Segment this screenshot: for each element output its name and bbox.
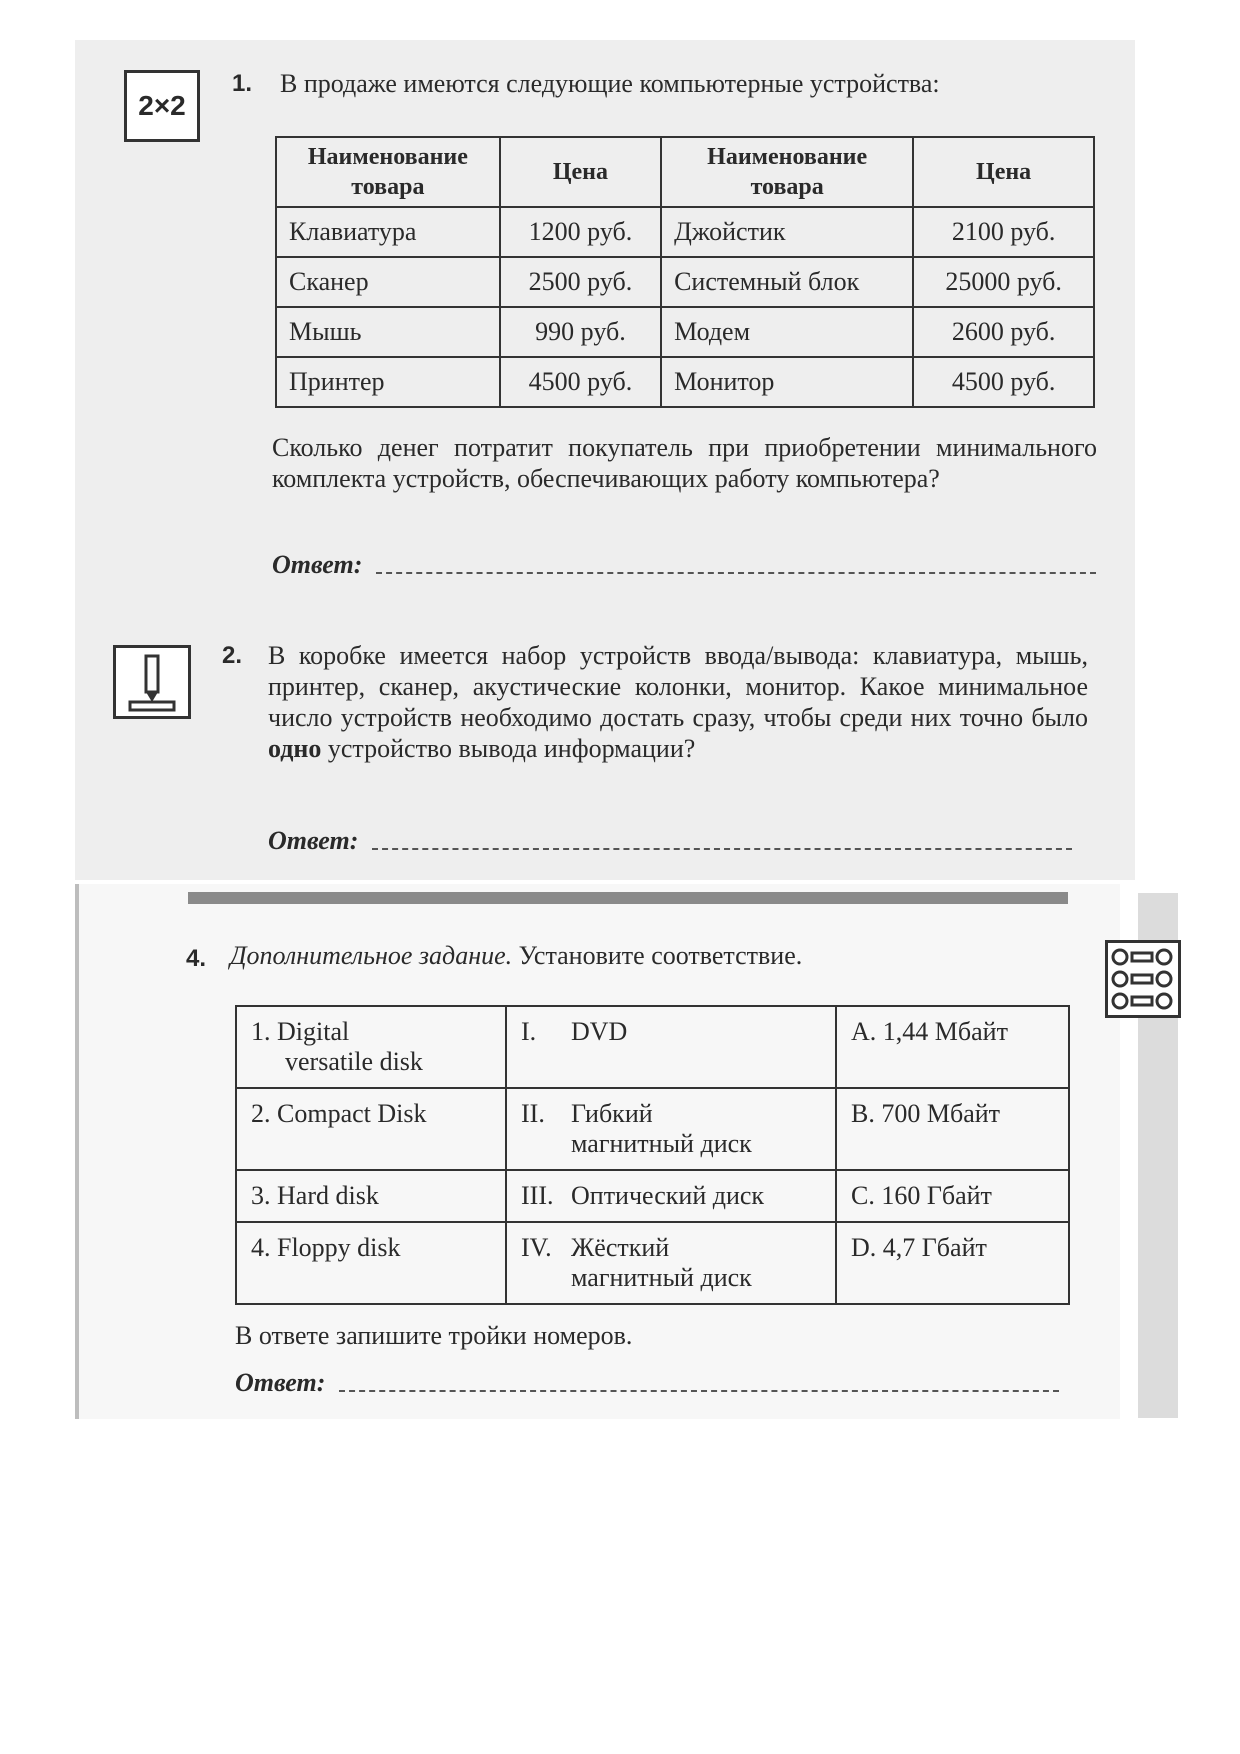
pencil-icon-graphic	[116, 648, 188, 716]
q2-question	[268, 640, 1088, 764]
q2-question-text: В коробке имеется набор устройств ввода/вывода: клавиатура, мышь, принтер, сканер, акустические колонки, монитор. Какое минимальное число устройств необходимо достать сразу, чтобы среди них точно было	[268, 641, 1088, 732]
type-name: Гибкий	[571, 1099, 653, 1128]
table-row	[276, 207, 1094, 257]
item-price: 25000 руб.	[913, 257, 1094, 307]
type-number: I.	[521, 1017, 537, 1046]
media-name-cont: versatile disk	[285, 1047, 423, 1076]
matching-icon	[1105, 940, 1181, 1018]
capacity-cell: D. 4,7 Гбайт	[836, 1222, 1069, 1304]
matching-table	[235, 1005, 1070, 1305]
item-price: 2600 руб.	[913, 307, 1094, 357]
q4-number: 4.	[186, 945, 207, 972]
q4-answer-field[interactable]	[235, 1368, 1059, 1398]
q1-intro: В продаже имеются следующие компьютерные устройства:	[280, 69, 940, 98]
item-name: Мышь	[276, 307, 500, 357]
matching-icon-graphic	[1108, 943, 1178, 1015]
table-row	[236, 1222, 1069, 1304]
item-name: Модем	[661, 307, 913, 357]
item-name: Сканер	[276, 257, 500, 307]
table-row	[276, 257, 1094, 307]
header-name-2: Наименование товара	[661, 137, 913, 207]
q2-number: 2.	[222, 642, 243, 669]
media-cell: 2. Compact Disk	[236, 1088, 506, 1170]
2x2-icon	[124, 70, 200, 142]
capacity-cell: A. 1,44 Мбайт	[836, 1006, 1069, 1088]
price-table	[275, 136, 1095, 408]
item-name: Системный блок	[661, 257, 913, 307]
q2-answer-field[interactable]	[268, 826, 1072, 856]
media-name: 1. Digital	[251, 1017, 350, 1046]
capacity-cell: C. 160 Гбайт	[836, 1170, 1069, 1222]
2x2-icon-label: 2×2	[138, 90, 186, 121]
q4-title-italic: Дополнительное задание.	[230, 941, 513, 970]
q2-question-emphasis: одно	[268, 734, 322, 763]
q1-answer-field[interactable]	[272, 550, 1096, 580]
q4-instruction: В ответе запишите тройки номеров.	[235, 1321, 633, 1350]
q4-title	[230, 940, 1030, 971]
type-number: IV.	[521, 1233, 552, 1262]
table-row	[236, 1006, 1069, 1088]
item-name: Монитор	[661, 357, 913, 407]
table-row	[236, 1088, 1069, 1170]
item-price: 990 руб.	[500, 307, 661, 357]
answer-line[interactable]	[376, 572, 1096, 574]
type-cell	[506, 1006, 836, 1088]
media-cell: 4. Floppy disk	[236, 1222, 506, 1304]
header-name-1: Наименование товара	[276, 137, 500, 207]
type-number: III.	[521, 1181, 554, 1210]
table-row	[276, 307, 1094, 357]
item-name: Клавиатура	[276, 207, 500, 257]
type-cell	[506, 1222, 836, 1304]
item-price: 4500 руб.	[913, 357, 1094, 407]
type-name: DVD	[571, 1017, 628, 1046]
item-price: 4500 руб.	[500, 357, 661, 407]
pencil-icon	[113, 645, 191, 719]
type-number: II.	[521, 1099, 545, 1128]
table-row	[276, 357, 1094, 407]
q1-question: Сколько денег потратит покупатель при приобретении минимального комплекта устройств, обеспечивающих работу компьютера?	[272, 433, 1097, 493]
price-table-header	[276, 137, 1094, 207]
item-price: 2500 руб.	[500, 257, 661, 307]
q2-question-text-end: устройство вывода информации?	[321, 734, 696, 763]
item-name: Джойстик	[661, 207, 913, 257]
item-price: 2100 руб.	[913, 207, 1094, 257]
item-name: Принтер	[276, 357, 500, 407]
item-price: 1200 руб.	[500, 207, 661, 257]
answer-label: Ответ:	[272, 550, 363, 579]
type-cell	[506, 1088, 836, 1170]
capacity-cell: B. 700 Мбайт	[836, 1088, 1069, 1170]
answer-label: Ответ:	[268, 826, 359, 855]
type-name-cont: магнитный диск	[571, 1129, 752, 1158]
answer-label: Ответ:	[235, 1368, 326, 1397]
type-name: Жёсткий	[571, 1233, 670, 1262]
q1-number: 1.	[232, 70, 253, 97]
table-row	[236, 1170, 1069, 1222]
header-price-1: Цена	[500, 137, 661, 207]
section-divider	[188, 892, 1068, 904]
scan-edge	[75, 884, 79, 1419]
answer-line[interactable]	[339, 1390, 1059, 1392]
media-cell	[236, 1006, 506, 1088]
type-cell	[506, 1170, 836, 1222]
q4-title-rest: Установите соответствие.	[512, 941, 803, 970]
header-price-2: Цена	[913, 137, 1094, 207]
media-cell: 3. Hard disk	[236, 1170, 506, 1222]
type-name-cont: магнитный диск	[571, 1263, 752, 1292]
answer-line[interactable]	[372, 848, 1072, 850]
type-name: Оптический диск	[571, 1181, 765, 1210]
